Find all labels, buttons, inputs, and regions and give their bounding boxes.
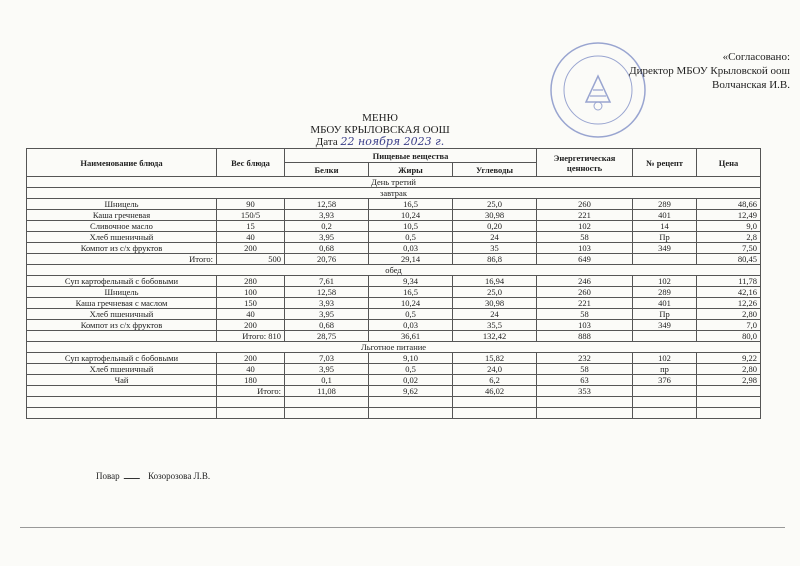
fats-cell: 0,5	[369, 232, 453, 243]
energy-cell: 221	[537, 298, 633, 309]
approval-director-name: Волчанская И.В.	[711, 79, 790, 91]
price-cell: 2,80	[697, 309, 761, 320]
weight-cell: 40	[217, 232, 285, 243]
table-row	[27, 287, 761, 298]
fats-cell: 0,02	[369, 375, 453, 386]
price-cell: 42,16	[697, 287, 761, 298]
carbs-cell: 0,20	[453, 221, 537, 232]
price-cell: 9,0	[697, 221, 761, 232]
energy-cell: 260	[537, 199, 633, 210]
total-energy-cell: 888	[537, 331, 633, 342]
table-row	[27, 243, 761, 254]
weight-cell: 150	[217, 298, 285, 309]
empty-row	[27, 397, 761, 408]
price-cell: 48,66	[697, 199, 761, 210]
price-cell: 2,8	[697, 232, 761, 243]
total-dish-name-cell	[27, 331, 217, 342]
weight-cell: 200	[217, 320, 285, 331]
weight-cell: 200	[217, 243, 285, 254]
col-carbs: Углеводы	[453, 163, 537, 177]
carbs-cell: 35	[453, 243, 537, 254]
total-weight-cell: Итого: 810	[217, 331, 285, 342]
col-recipe: № рецепт	[633, 149, 697, 177]
school-name: МБОУ КРЫЛОВСКАЯ ООШ	[310, 124, 450, 136]
total-row	[27, 386, 761, 397]
total-carbs-cell: 46,02	[453, 386, 537, 397]
fats-cell: 9,34	[369, 276, 453, 287]
dish-name-cell: Суп картофельный с бобовыми	[27, 353, 217, 364]
recipe-number-cell: 102	[633, 353, 697, 364]
total-recipe-number-cell	[633, 386, 697, 397]
approval-heading: «Согласовано:	[722, 51, 790, 63]
total-weight-cell: 500	[217, 254, 285, 265]
dish-name-cell: Хлеб пшеничный	[27, 232, 217, 243]
table-row	[27, 210, 761, 221]
fats-cell: 9,10	[369, 353, 453, 364]
col-name: Наименование блюда	[27, 149, 217, 177]
proteins-cell: 0,1	[285, 375, 369, 386]
total-proteins-cell: 11,08	[285, 386, 369, 397]
recipe-number-cell: 349	[633, 320, 697, 331]
menu-heading	[230, 112, 530, 148]
price-cell: 12,26	[697, 298, 761, 309]
carbs-cell: 35,5	[453, 320, 537, 331]
total-price-cell: 80,45	[697, 254, 761, 265]
empty-cell	[697, 408, 761, 419]
fats-cell: 10,24	[369, 210, 453, 221]
recipe-number-cell: 401	[633, 298, 697, 309]
total-fats-cell: 9,62	[369, 386, 453, 397]
carbs-cell: 15,82	[453, 353, 537, 364]
recipe-number-cell: пр	[633, 364, 697, 375]
section-row	[27, 265, 761, 276]
section-row	[27, 188, 761, 199]
carbs-cell: 24	[453, 309, 537, 320]
total-carbs-cell: 86,8	[453, 254, 537, 265]
table-row	[27, 221, 761, 232]
fats-cell: 16,5	[369, 199, 453, 210]
col-nutrients: Пищевые вещества	[285, 149, 537, 163]
fats-cell: 10,5	[369, 221, 453, 232]
total-energy-cell: 649	[537, 254, 633, 265]
energy-cell: 63	[537, 375, 633, 386]
carbs-cell: 24	[453, 232, 537, 243]
col-weight: Вес блюда	[217, 149, 285, 177]
weight-cell: 40	[217, 309, 285, 320]
proteins-cell: 12,58	[285, 199, 369, 210]
weight-cell: 40	[217, 364, 285, 375]
fats-cell: 0,5	[369, 309, 453, 320]
empty-cell	[537, 408, 633, 419]
date-value: 22 ноября 2023 г.	[340, 135, 445, 148]
proteins-cell: 0,2	[285, 221, 369, 232]
col-fats: Жиры	[369, 163, 453, 177]
cook-name: Козорозова Л.В.	[148, 471, 211, 481]
table-row	[27, 298, 761, 309]
carbs-cell: 30,98	[453, 298, 537, 309]
fats-cell: 10,24	[369, 298, 453, 309]
proteins-cell: 3,93	[285, 298, 369, 309]
menu-table	[26, 148, 761, 419]
energy-cell: 58	[537, 364, 633, 375]
dish-name-cell: Каша гречневая с маслом	[27, 298, 217, 309]
total-fats-cell: 36,61	[369, 331, 453, 342]
proteins-cell: 7,61	[285, 276, 369, 287]
carbs-cell: 30,98	[453, 210, 537, 221]
approval-position: Директор МБОУ Крыловской оош	[629, 65, 790, 77]
table-row	[27, 309, 761, 320]
table-row	[27, 353, 761, 364]
weight-cell: 100	[217, 287, 285, 298]
proteins-cell: 7,03	[285, 353, 369, 364]
approval-block	[560, 50, 790, 92]
table-row	[27, 199, 761, 210]
total-price-cell	[697, 386, 761, 397]
price-cell: 12,49	[697, 210, 761, 221]
table-row	[27, 375, 761, 386]
dish-name-cell: Компот из с/х фруктов	[27, 243, 217, 254]
empty-row	[27, 408, 761, 419]
table-row	[27, 232, 761, 243]
day-label: День третий	[27, 177, 761, 188]
date-label: Дата	[315, 136, 338, 148]
total-recipe-number-cell	[633, 254, 697, 265]
empty-cell	[27, 408, 217, 419]
energy-cell: 103	[537, 243, 633, 254]
carbs-cell: 25,0	[453, 287, 537, 298]
carbs-cell: 25,0	[453, 199, 537, 210]
carbs-cell: 24,0	[453, 364, 537, 375]
dish-name-cell: Чай	[27, 375, 217, 386]
empty-cell	[27, 397, 217, 408]
total-row	[27, 254, 761, 265]
energy-cell: 58	[537, 309, 633, 320]
empty-cell	[633, 397, 697, 408]
cook-label: Повар	[96, 471, 120, 481]
section-label: завтрак	[27, 188, 761, 199]
table-row	[27, 320, 761, 331]
total-dish-name-cell	[27, 386, 217, 397]
price-cell: 11,78	[697, 276, 761, 287]
dish-name-cell: Шницель	[27, 199, 217, 210]
proteins-cell: 12,58	[285, 287, 369, 298]
section-row	[27, 342, 761, 353]
empty-cell	[217, 397, 285, 408]
weight-cell: 15	[217, 221, 285, 232]
empty-cell	[453, 408, 537, 419]
proteins-cell: 3,95	[285, 232, 369, 243]
total-price-cell: 80,0	[697, 331, 761, 342]
recipe-number-cell: Пр	[633, 232, 697, 243]
price-cell: 7,50	[697, 243, 761, 254]
section-label: Льготное питание	[27, 342, 761, 353]
col-proteins: Белки	[285, 163, 369, 177]
energy-cell: 102	[537, 221, 633, 232]
recipe-number-cell: 14	[633, 221, 697, 232]
total-carbs-cell: 132,42	[453, 331, 537, 342]
energy-cell: 58	[537, 232, 633, 243]
handwritten-signature	[124, 466, 145, 479]
energy-cell: 260	[537, 287, 633, 298]
recipe-number-cell: 289	[633, 287, 697, 298]
proteins-cell: 0,68	[285, 320, 369, 331]
dish-name-cell: Сливочное масло	[27, 221, 217, 232]
total-dish-name-cell: Итого:	[27, 254, 217, 265]
fats-cell: 16,5	[369, 287, 453, 298]
dish-name-cell: Шницель	[27, 287, 217, 298]
col-energy: Энергетическая ценность	[537, 149, 633, 177]
weight-cell: 90	[217, 199, 285, 210]
dish-name-cell: Каша гречневая	[27, 210, 217, 221]
day-row	[27, 177, 761, 188]
carbs-cell: 16,94	[453, 276, 537, 287]
weight-cell: 180	[217, 375, 285, 386]
total-row	[27, 331, 761, 342]
price-cell: 7,0	[697, 320, 761, 331]
empty-cell	[453, 397, 537, 408]
recipe-number-cell: 401	[633, 210, 697, 221]
bottom-divider	[20, 527, 785, 528]
energy-cell: 232	[537, 353, 633, 364]
total-proteins-cell: 28,75	[285, 331, 369, 342]
dish-name-cell: Суп картофельный с бобовыми	[27, 276, 217, 287]
cook-signature-line	[96, 466, 210, 481]
recipe-number-cell: 376	[633, 375, 697, 386]
table-row	[27, 364, 761, 375]
dish-name-cell: Компот из с/х фруктов	[27, 320, 217, 331]
empty-cell	[537, 397, 633, 408]
weight-cell: 150/5	[217, 210, 285, 221]
col-price: Цена	[697, 149, 761, 177]
fats-cell: 0,5	[369, 364, 453, 375]
price-cell: 2,80	[697, 364, 761, 375]
total-weight-cell: Итого:	[217, 386, 285, 397]
total-energy-cell: 353	[537, 386, 633, 397]
empty-cell	[285, 408, 369, 419]
empty-cell	[369, 408, 453, 419]
carbs-cell: 6,2	[453, 375, 537, 386]
empty-cell	[369, 397, 453, 408]
menu-title: МЕНЮ	[362, 112, 398, 124]
proteins-cell: 3,93	[285, 210, 369, 221]
date-line	[230, 136, 530, 148]
recipe-number-cell: Пр	[633, 309, 697, 320]
recipe-number-cell: 289	[633, 199, 697, 210]
total-fats-cell: 29,14	[369, 254, 453, 265]
empty-cell	[633, 408, 697, 419]
recipe-number-cell: 102	[633, 276, 697, 287]
weight-cell: 200	[217, 353, 285, 364]
dish-name-cell: Хлеб пшеничный	[27, 364, 217, 375]
empty-cell	[285, 397, 369, 408]
empty-cell	[697, 397, 761, 408]
empty-cell	[217, 408, 285, 419]
table-row	[27, 276, 761, 287]
fats-cell: 0,03	[369, 320, 453, 331]
price-cell: 2,98	[697, 375, 761, 386]
recipe-number-cell: 349	[633, 243, 697, 254]
energy-cell: 246	[537, 276, 633, 287]
energy-cell: 221	[537, 210, 633, 221]
energy-cell: 103	[537, 320, 633, 331]
dish-name-cell: Хлеб пшеничный	[27, 309, 217, 320]
section-label: обед	[27, 265, 761, 276]
proteins-cell: 3,95	[285, 364, 369, 375]
proteins-cell: 0,68	[285, 243, 369, 254]
total-recipe-number-cell	[633, 331, 697, 342]
total-proteins-cell: 20,76	[285, 254, 369, 265]
weight-cell: 280	[217, 276, 285, 287]
proteins-cell: 3,95	[285, 309, 369, 320]
fats-cell: 0,03	[369, 243, 453, 254]
price-cell: 9,22	[697, 353, 761, 364]
